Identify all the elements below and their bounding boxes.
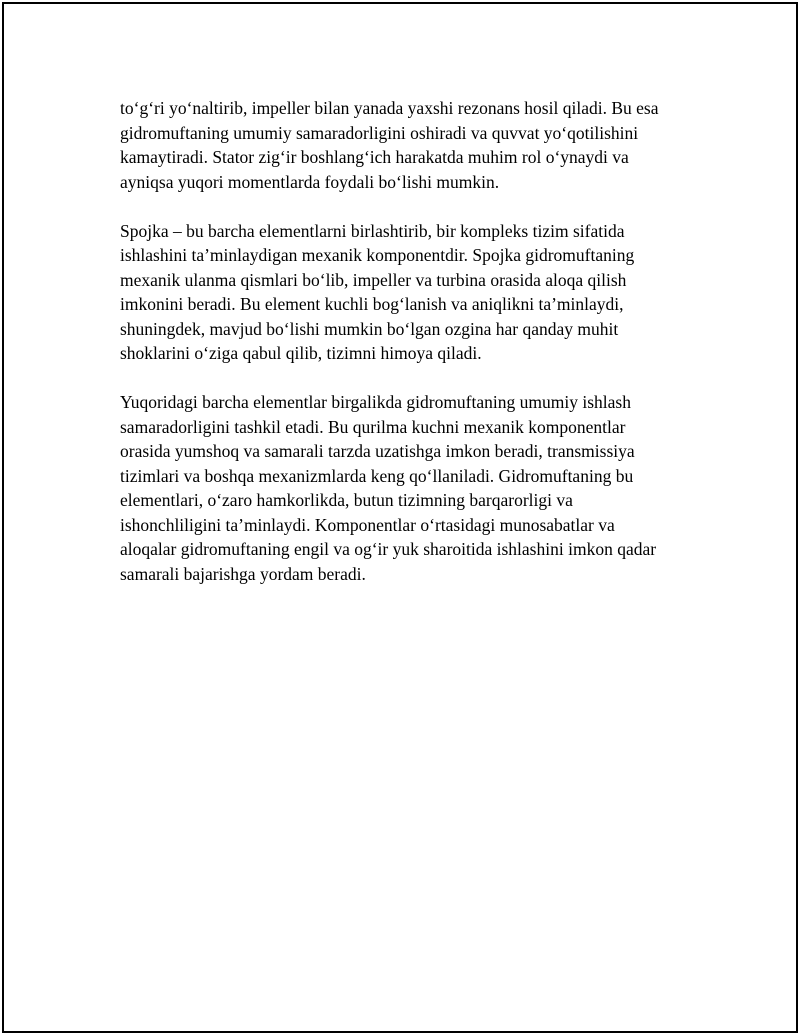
paragraph-3: Yuqoridagi barcha elementlar birgalikda gidromuftaning umumiy ishlash samaradorligini tashkil etadi. Bu qurilma kuchni mexanik komponentlar orasida yumshoq va samarali tarzda uzatishga imkon beradi, transmissiya tizimlari va boshqa mexanizmlarda keng qo‘llaniladi. Gidromuftaning bu elementlari, o‘zaro hamkorlikda, butun tizimning barqarorligi va ishonchliligini ta’minlaydi. Komponentlar o‘rtasidagi munosabatlar va aloqalar gidromuftaning engil va og‘ir yuk sharoitida ishlashini imkon qadar samarali bajarishga yordam beradi. bbox=[120, 392, 657, 584]
paragraph-1: to‘g‘ri yo‘naltirib, impeller bilan yanada yaxshi rezonans hosil qiladi. Bu esa gidromuftaning umumiy samaradorligini oshiradi va quvvat yo‘qotilishini kamaytiradi. Stator zig‘ir boshlang‘ich harakatda muhim rol o‘ynaydi va ayniqsa yuqori momentlarda foydali bo‘lishi mumkin. bbox=[120, 98, 659, 192]
page-frame bbox=[2, 2, 798, 1033]
paragraph-2: Spojka – bu barcha elementlarni birlashtirib, bir kompleks tizim sifatida ishlashini ta’minlaydigan mexanik komponentdir. Spojka gidromuftaning mexanik ulanma qismlari bo‘lib, impeller va turbina orasida aloqa qilish imkonini beradi. Bu element kuchli bog‘lanish va aniqlikni ta’minlaydi, shuningdek, mavjud bo‘lishi mumkin bo‘lgan ozgina har qanday muhit shoklarini o‘ziga qabul qilib, tizimni himoya qiladi. bbox=[120, 220, 635, 363]
document-body bbox=[120, 96, 700, 611]
